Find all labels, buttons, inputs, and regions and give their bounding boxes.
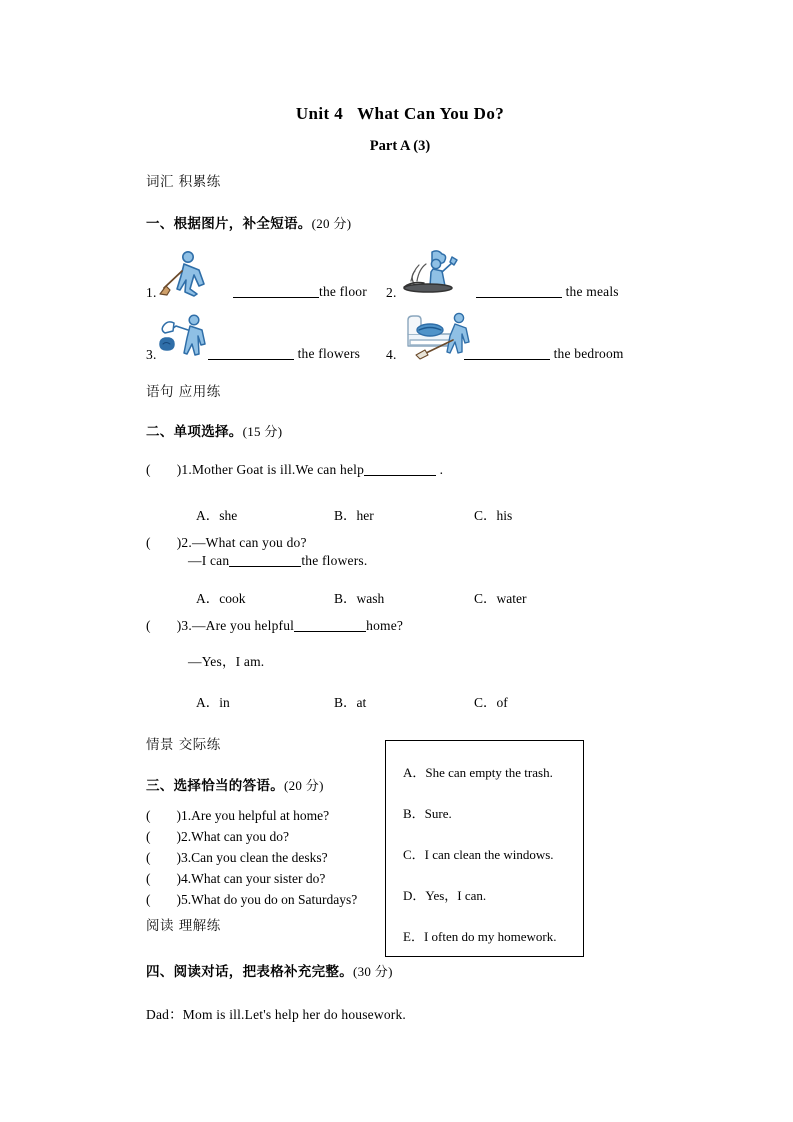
mc-question-2-stem: —What can you do? xyxy=(191,535,307,550)
exercise-4-heading xyxy=(146,960,393,980)
dialogue-line-1: Dad：Mom is ill.Let's help her do housework. xyxy=(146,1007,406,1022)
band-sentence: 语句 应用练 xyxy=(146,384,221,400)
exercise-4-points: (30 分) xyxy=(353,964,393,979)
picture-item-2-answer: the meals xyxy=(476,284,619,300)
mc-question-1-stem: Mother Goat is ill.We can help xyxy=(191,462,365,477)
band-situation: 情景 交际练 xyxy=(146,737,221,753)
page-subtitle: Part A (3) xyxy=(369,138,431,154)
match-paren-4[interactable]: ( xyxy=(146,871,151,886)
title-unit: Unit 4 xyxy=(295,104,344,123)
mc-question-3-number: 3. xyxy=(181,618,192,633)
match-prompt-1: ( )1.Are you helpful at home? xyxy=(146,808,330,823)
sweeping-floor-icon xyxy=(158,250,220,298)
exercise-4-title: 四、阅读对话，把表格补充完整。 xyxy=(146,964,353,980)
mc-option-1c[interactable]: C．his xyxy=(474,508,513,523)
picture-item-4-answer: the bedroom xyxy=(464,346,624,362)
mc-option-3b[interactable]: B．at xyxy=(334,695,367,710)
mc-question-2 xyxy=(146,535,307,551)
band-vocabulary: 词汇 积累练 xyxy=(146,174,221,190)
picture-item-2-number: 2. xyxy=(386,285,397,300)
answer-choice-box xyxy=(385,740,584,957)
mc-question-2-blank[interactable] xyxy=(229,566,301,567)
mc-question-3-line2: —Yes，I am. xyxy=(188,654,265,669)
match-paren-5[interactable]: ( xyxy=(146,892,151,907)
answer-choice-c[interactable]: C．I can clean the windows. xyxy=(403,847,554,862)
picture-item-4-number: 4. xyxy=(386,347,397,362)
picture-item-1-number: 1. xyxy=(146,285,157,300)
page-title xyxy=(140,104,660,124)
mc-option-3a[interactable]: A．in xyxy=(196,695,230,710)
match-paren-3[interactable]: ( xyxy=(146,850,151,865)
mc-option-2b[interactable]: B．wash xyxy=(334,591,385,606)
mc-option-2c[interactable]: C．water xyxy=(474,591,527,606)
exercise-2-title: 二、单项选择。 xyxy=(146,424,243,440)
mc-question-1: ( )1.Mother Goat is ill.We can help . xyxy=(146,462,444,477)
exercise-3-points: (20 分) xyxy=(284,778,324,793)
exercise-1-heading xyxy=(146,212,351,232)
picture-item-2-blank[interactable] xyxy=(476,297,562,298)
match-prompt-2: ( )2.What can you do? xyxy=(146,829,289,844)
title-name: What Can You Do? xyxy=(357,104,505,123)
picture-item-1-blank[interactable] xyxy=(233,297,319,298)
answer-choice-b[interactable]: B．Sure. xyxy=(403,806,452,821)
answer-choice-d[interactable]: D．Yes，I can. xyxy=(403,888,487,903)
mc-question-3-stem: —Are you helpful xyxy=(191,618,295,633)
match-paren-1[interactable]: ( xyxy=(146,808,151,823)
match-prompt-3: ( )3.Can you clean the desks? xyxy=(146,850,328,865)
picture-item-3-number: 3. xyxy=(146,347,157,362)
picture-item-3-answer: the flowers xyxy=(208,346,360,362)
picture-item-4-blank[interactable] xyxy=(464,359,550,360)
band-reading: 阅读 理解练 xyxy=(146,918,221,934)
exercise-1-points: (20 分) xyxy=(311,216,352,231)
exercise-2-heading xyxy=(146,420,282,440)
exercise-3-title: 三、选择恰当的答语。 xyxy=(146,778,284,794)
mc-answer-paren-2[interactable]: ( ) xyxy=(146,535,182,550)
mc-answer-paren-1[interactable]: ( ) xyxy=(146,462,182,477)
mc-question-1-number: 1. xyxy=(181,462,192,477)
mc-option-3c[interactable]: C．of xyxy=(474,695,508,710)
mc-option-1b[interactable]: B．her xyxy=(334,508,374,523)
mc-question-3-blank[interactable] xyxy=(294,631,366,632)
match-paren-2[interactable]: ( xyxy=(146,829,151,844)
cooking-meal-icon xyxy=(398,248,468,298)
mc-question-2-number: 2. xyxy=(181,535,192,550)
picture-item-3-blank[interactable] xyxy=(208,359,294,360)
mc-question-2-line2: —I can the flowers. xyxy=(188,553,368,568)
mc-option-2a[interactable]: A．cook xyxy=(196,591,246,606)
match-prompt-5: ( )5.What do you do on Saturdays? xyxy=(146,892,358,907)
match-prompt-4: ( )4.What can your sister do? xyxy=(146,871,326,886)
exercise-2-points: (15 分) xyxy=(242,424,283,439)
answer-choice-a[interactable]: A．She can empty the trash. xyxy=(403,765,553,780)
mc-question-3: ( )3.—Are you helpful home? xyxy=(146,618,404,633)
picture-item-1-answer: the floor xyxy=(233,284,367,300)
mc-option-1a[interactable]: A．she xyxy=(196,508,238,523)
mc-question-1-blank[interactable] xyxy=(364,475,436,476)
exercise-3-heading xyxy=(146,774,324,794)
answer-choice-e[interactable]: E．I often do my homework. xyxy=(403,929,557,944)
mc-answer-paren-3[interactable]: ( ) xyxy=(146,618,182,633)
exercise-1-title: 一、根据图片，补全短语。 xyxy=(146,216,312,232)
